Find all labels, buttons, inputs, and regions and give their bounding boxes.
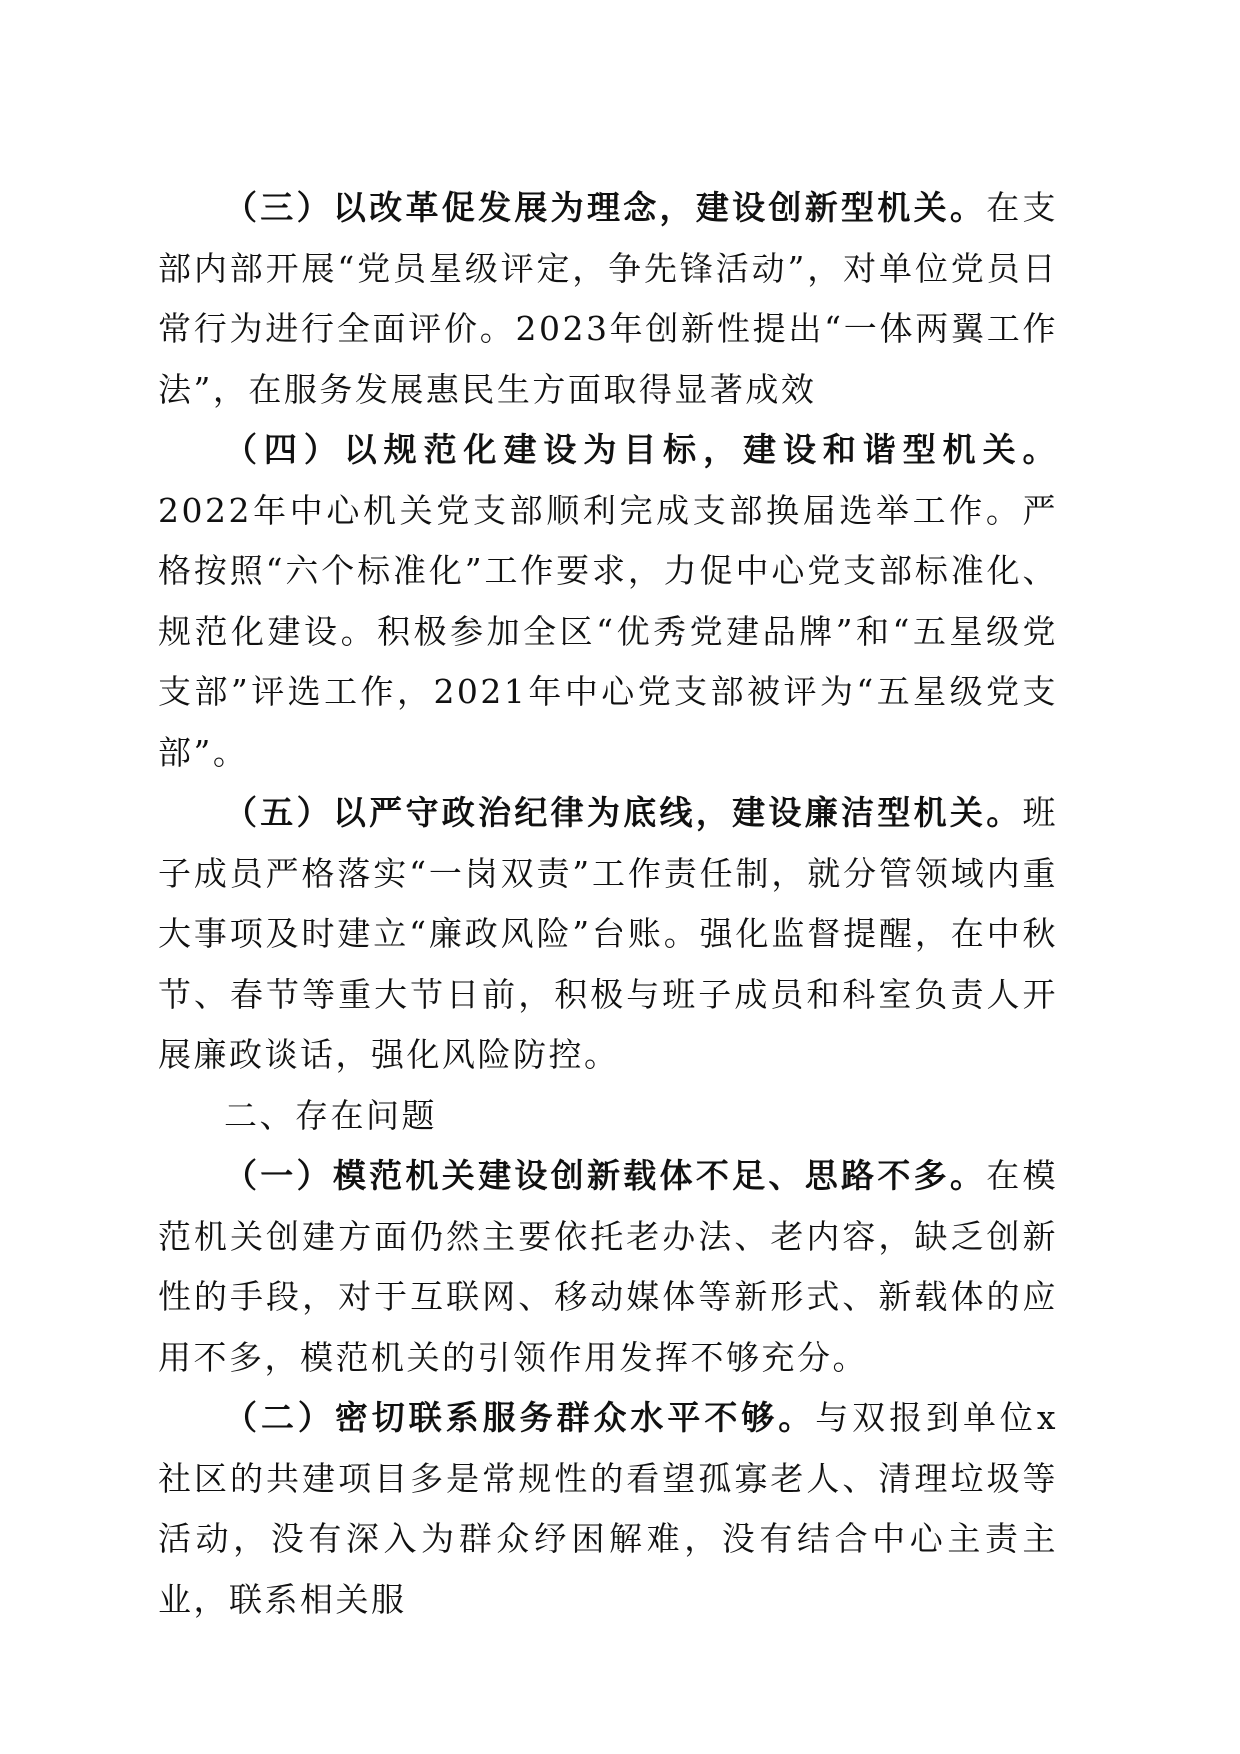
paragraph-heading: （三）以改革促发展为理念，建设创新型机关。 bbox=[224, 188, 987, 227]
paragraph-heading: （五）以严守政治纪律为底线，建设廉洁型机关。 bbox=[224, 793, 1023, 832]
paragraph-text: 2022年中心机关党支部顺利完成支部换届选举工作。严格按照“六个标准化”工作要求，力促中心党支部标准化、规范化建设。积极参加全区“优秀党建品牌”和“五星级党支部”评选工作，2021年中心党支部被评为“五星级党支部”。 bbox=[158, 490, 1058, 772]
paragraph-text: 与双报到单位x社区的共建项目多是常规性的看望孤寡老人、清理垃圾等活动，没有深入为群众纾困解难，没有结合中心主责主业，联系相关服 bbox=[158, 1398, 1058, 1619]
paragraph-heading: （四）以规范化建设为目标，建设和谐型机关。 bbox=[224, 430, 1058, 469]
paragraph-heading: （一）模范机关建设创新载体不足、思路不多。 bbox=[224, 1156, 987, 1195]
paragraph-problem-innovation bbox=[158, 1146, 1058, 1388]
paragraph-problem-service bbox=[158, 1388, 1058, 1630]
paragraph-innovative-organ bbox=[158, 178, 1058, 420]
paragraph-clean-organ bbox=[158, 783, 1058, 1086]
document-body bbox=[158, 178, 1058, 1630]
paragraph-text: 在模范机关创建方面仍然主要依托老办法、老内容，缺乏创新性的手段，对于互联网、移动媒体等新形式、新载体的应用不多，模范机关的引领作用发挥不够充分。 bbox=[158, 1156, 1059, 1377]
paragraph-harmonious-organ bbox=[158, 420, 1058, 783]
paragraph-text: 在支部内部开展“党员星级评定，争先锋活动”，对单位党员日常行为进行全面评价。2023年创新性提出“一体两翼工作法”，在服务发展惠民生方面取得显著成效 bbox=[158, 188, 1059, 409]
paragraph-text: 班子成员严格落实“一岗双责”工作责任制，就分管领域内重大事项及时建立“廉政风险”台账。强化监督提醒，在中秋节、春节等重大节日前，积极与班子成员和科室负责人开展廉政谈话，强化风险防控。 bbox=[158, 793, 1058, 1074]
section-title: 二、存在问题 bbox=[224, 1095, 437, 1135]
paragraph-heading: （二）密切联系服务群众水平不够。 bbox=[224, 1398, 816, 1437]
